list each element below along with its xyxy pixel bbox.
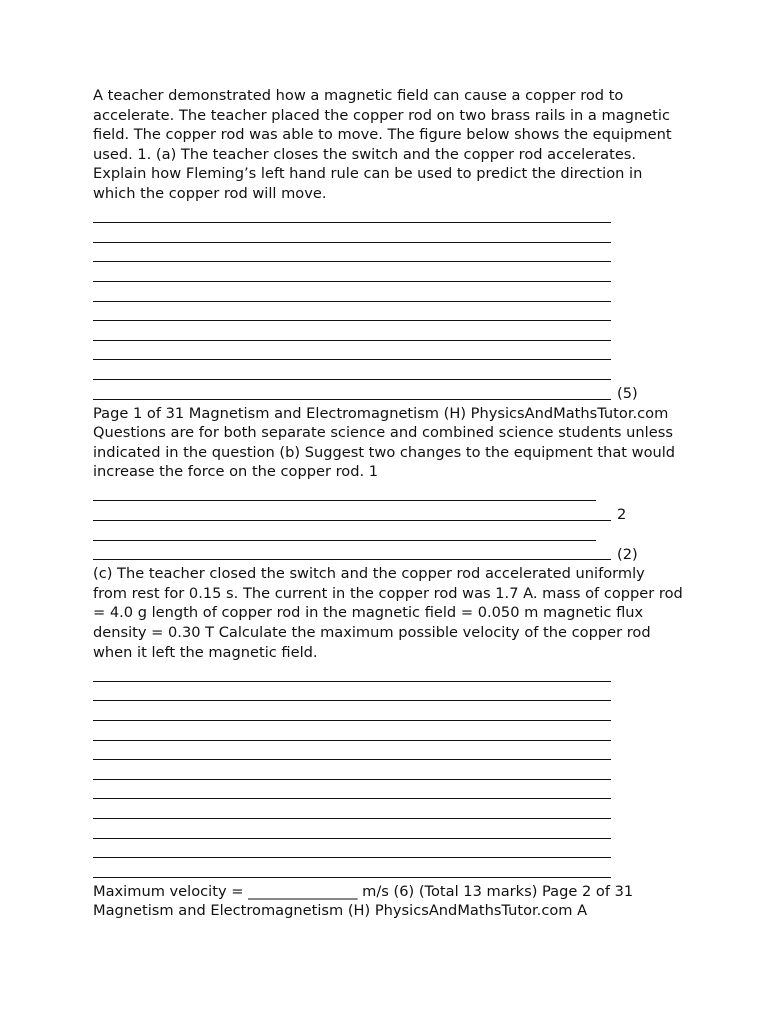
marks-label-q1a: (5) (617, 384, 638, 402)
answer-rule (93, 818, 611, 819)
answer-rule (93, 779, 611, 780)
answer-line[interactable] (93, 286, 683, 306)
answer-line[interactable] (93, 266, 683, 286)
answer-rule (93, 740, 611, 741)
answer-rule (93, 720, 611, 721)
marks-label-q1b: (2) (617, 545, 638, 563)
answer-line[interactable] (93, 384, 683, 404)
answer-rule (93, 320, 611, 321)
answer-line[interactable] (93, 745, 683, 765)
final-answer-and-footer: Maximum velocity = _______________ m/s (6) (Total 13 marks) Page 2 of 31 Magnetism and Electromagnetism (H) PhysicsAndMathsTutor.com A (93, 882, 634, 920)
answer-lines-q1a[interactable] (93, 208, 683, 404)
answer-line[interactable] (93, 525, 683, 545)
answer-rule (93, 877, 611, 878)
answer-line[interactable] (93, 862, 683, 882)
answer-line[interactable] (93, 843, 683, 863)
answer-rule (93, 301, 611, 302)
answer-rule (93, 242, 611, 243)
answer-line[interactable] (93, 666, 683, 686)
answer-line[interactable] (93, 486, 683, 506)
answer-line[interactable] (93, 306, 683, 326)
answer-rule (93, 559, 611, 560)
question-1-intro: A teacher demonstrated how a magnetic field can cause a copper rod to accelerate. The teacher placed the copper rod on two brass rails in a magnetic field. The copper rod was able to move. The figure below shows the equipment used. 1. (a) The teacher closes the switch and the copper rod accelerates. Explain how Fleming’s left hand rule can be used to predict the direction in which the copper rod will move. (93, 87, 672, 202)
answer-line[interactable] (93, 208, 683, 228)
answer-line[interactable] (93, 345, 683, 365)
answer-line[interactable] (93, 725, 683, 745)
answer-line[interactable] (93, 505, 683, 525)
answer-rule (93, 500, 596, 501)
answer-rule (93, 798, 611, 799)
answer-line[interactable] (93, 686, 683, 706)
answer-lines-q1c[interactable] (93, 666, 683, 882)
answer-line[interactable] (93, 803, 683, 823)
answer-line[interactable] (93, 823, 683, 843)
answer-rule (93, 759, 611, 760)
answer-rule (93, 261, 611, 262)
answer-rule (93, 399, 611, 400)
answer-line[interactable] (93, 247, 683, 267)
answer-line[interactable] (93, 227, 683, 247)
answer-rule (93, 359, 611, 360)
answer-rule (93, 681, 611, 682)
answer-number-2: 2 (617, 506, 627, 524)
answer-rule (93, 281, 611, 282)
answer-rule (93, 540, 596, 541)
answer-rule (93, 857, 611, 858)
answer-line[interactable] (93, 364, 683, 384)
answer-lines-q1b[interactable] (93, 486, 683, 564)
answer-line[interactable] (93, 784, 683, 804)
question-1c-text: (c) The teacher closed the switch and the copper rod accelerated uniformly from rest for 0.15 s. The current in the copper rod was 1.7 A. mass of copper rod = 4.0 g length of copper rod in the magnetic field = 0.050 m magnetic flux density = 0.30 T Calculate the maximum possible velocity of the copper rod when it left the magnetic field. (93, 565, 683, 661)
answer-line[interactable] (93, 325, 683, 345)
answer-rule (93, 379, 611, 380)
worksheet-page (93, 86, 683, 921)
page-footer-and-question-1b: Page 1 of 31 Magnetism and Electromagnetism (H) PhysicsAndMathsTutor.com Questions are for both separate science and combined science students unless indicated in the question (b) Suggest two changes to the equipment that would increase the force on the copper rod. 1 (93, 404, 676, 481)
answer-line[interactable] (93, 705, 683, 725)
answer-line[interactable] (93, 545, 683, 565)
answer-rule (93, 838, 611, 839)
answer-rule (93, 340, 611, 341)
answer-rule (93, 700, 611, 701)
answer-line[interactable] (93, 764, 683, 784)
answer-rule (93, 520, 611, 521)
answer-rule (93, 222, 611, 223)
